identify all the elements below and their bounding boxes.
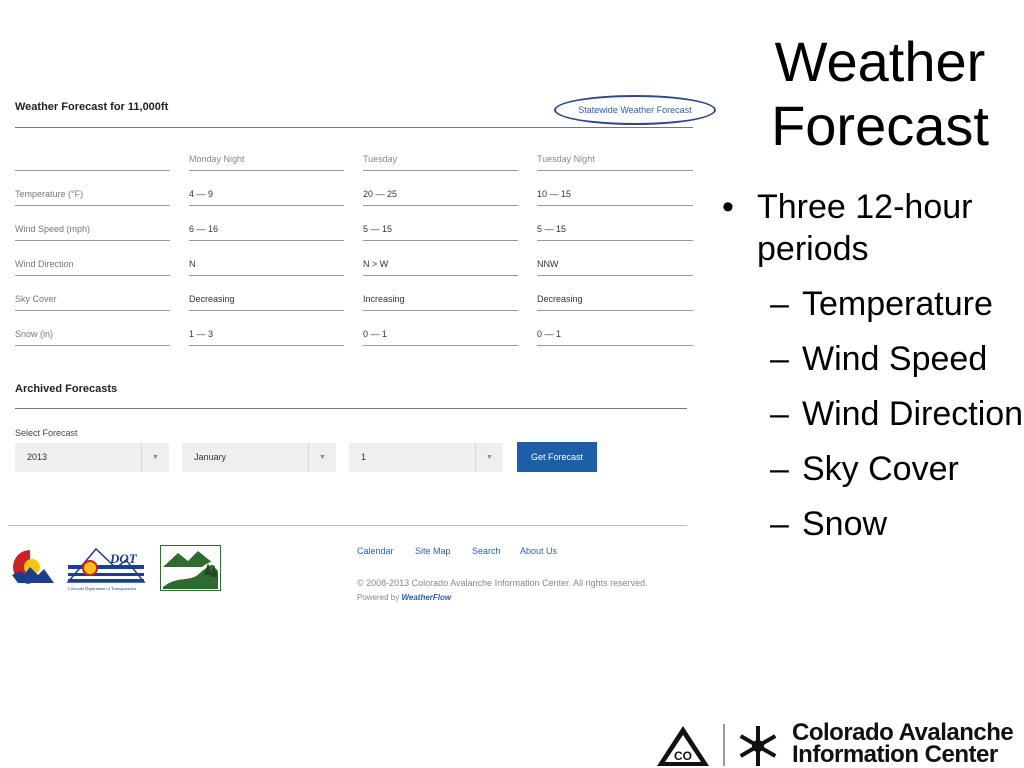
sub-bullet-text: Sky Cover <box>802 450 959 488</box>
get-forecast-button[interactable]: Get Forecast <box>517 442 597 472</box>
row-label: Wind Speed (mph) <box>15 205 170 241</box>
table-cell: Increasing <box>363 275 518 311</box>
sub-bullet-text: Temperature <box>802 285 993 323</box>
dash-icon: – <box>770 285 789 323</box>
statewide-forecast-link[interactable]: Statewide Weather Forecast <box>554 95 716 125</box>
dash-icon: – <box>770 450 789 488</box>
caic-co-mark: CO <box>674 749 692 763</box>
row-label: Sky Cover <box>15 275 170 311</box>
dash-icon: – <box>770 505 789 543</box>
table-cell: 0 — 1 <box>363 310 518 346</box>
table-header-blank <box>15 135 170 171</box>
table-cell: N > W <box>363 240 518 276</box>
dash-icon: – <box>770 340 789 378</box>
footer-link-search[interactable]: Search <box>472 546 501 556</box>
bullet-dot-icon: • <box>722 188 734 226</box>
forecast-divider <box>15 127 693 128</box>
forecast-heading: Weather Forecast for 11,000ft <box>15 101 169 113</box>
sub-bullet-text: Wind Direction <box>802 395 1024 433</box>
chevron-down-icon[interactable]: ▼ <box>308 443 336 472</box>
powered-by <box>357 593 451 602</box>
table-cell: N <box>189 240 344 276</box>
bullet-list <box>718 186 1024 557</box>
dash-icon: – <box>770 395 789 433</box>
table-cell: 10 — 15 <box>537 170 693 206</box>
sub-bullet-sky-cover <box>718 447 1024 491</box>
table-header-period: Tuesday Night <box>537 135 693 171</box>
table-cell: Decreasing <box>189 275 344 311</box>
sub-bullet-text: Wind Speed <box>802 340 988 378</box>
table-cell: 6 — 16 <box>189 205 344 241</box>
month-select[interactable] <box>182 443 336 472</box>
table-cell: 5 — 15 <box>537 205 693 241</box>
sub-bullet-wind-direction <box>718 392 1024 436</box>
dot-logo-caption: Colorado Department of Transportation <box>68 586 137 591</box>
powered-by-label: Powered by <box>357 593 400 602</box>
chevron-down-icon[interactable]: ▼ <box>141 443 169 472</box>
bullet-item <box>718 186 1024 270</box>
row-label: Snow (in) <box>15 310 170 346</box>
day-select-value: 1 <box>361 452 367 462</box>
select-forecast-label: Select Forecast <box>15 428 78 438</box>
table-cell: 5 — 15 <box>363 205 518 241</box>
footer-link-site-map[interactable]: Site Map <box>415 546 451 556</box>
caic-name-line1: Colorado Avalanche <box>792 719 1014 746</box>
sub-bullet-snow <box>718 502 1024 546</box>
month-select-value: January <box>194 452 227 462</box>
caic-name-line2: Information Center <box>792 741 998 768</box>
table-cell: 4 — 9 <box>189 170 344 206</box>
footer-divider <box>8 525 687 526</box>
sub-bullet-wind-speed <box>718 337 1024 381</box>
sub-bullet-temperature <box>718 282 1024 326</box>
chevron-down-icon[interactable]: ▼ <box>475 443 503 472</box>
row-label: Temperature (°F) <box>15 170 170 206</box>
table-cell: 20 — 25 <box>363 170 518 206</box>
table-cell: NNW <box>537 240 693 276</box>
year-select-value: 2013 <box>27 452 48 462</box>
footer-link-about-us[interactable]: About Us <box>520 546 558 556</box>
caic-name <box>792 719 1014 768</box>
footer-link-calendar[interactable]: Calendar <box>357 546 394 556</box>
slide-title-line1: Weather <box>774 30 986 93</box>
caic-logo <box>655 722 785 768</box>
year-select[interactable] <box>15 443 169 472</box>
table-header-period: Tuesday <box>363 135 518 171</box>
row-label: Wind Direction <box>15 240 170 276</box>
snowflake-icon <box>740 726 777 766</box>
table-cell: 1 — 3 <box>189 310 344 346</box>
dot-logo-text: DOT <box>110 551 137 566</box>
powered-by-brand[interactable]: WeatherFlow <box>401 593 452 602</box>
archived-divider <box>15 408 687 409</box>
archived-heading: Archived Forecasts <box>15 383 118 395</box>
slide-title <box>740 30 1020 158</box>
colorado-state-logo <box>8 545 56 589</box>
dot-logo <box>66 546 146 592</box>
table-cell: 0 — 1 <box>537 310 693 346</box>
slide-title-line2: Forecast <box>771 94 989 157</box>
bullet-text: Three 12-hour periods <box>757 188 973 268</box>
parks-logo <box>160 545 221 591</box>
copyright-text: © 2008-2013 Colorado Avalanche Information Center. All rights reserved. <box>357 578 648 588</box>
table-header-period: Monday Night <box>189 135 344 171</box>
day-select[interactable] <box>349 443 503 472</box>
table-cell: Decreasing <box>537 275 693 311</box>
sub-bullet-text: Snow <box>802 505 888 543</box>
